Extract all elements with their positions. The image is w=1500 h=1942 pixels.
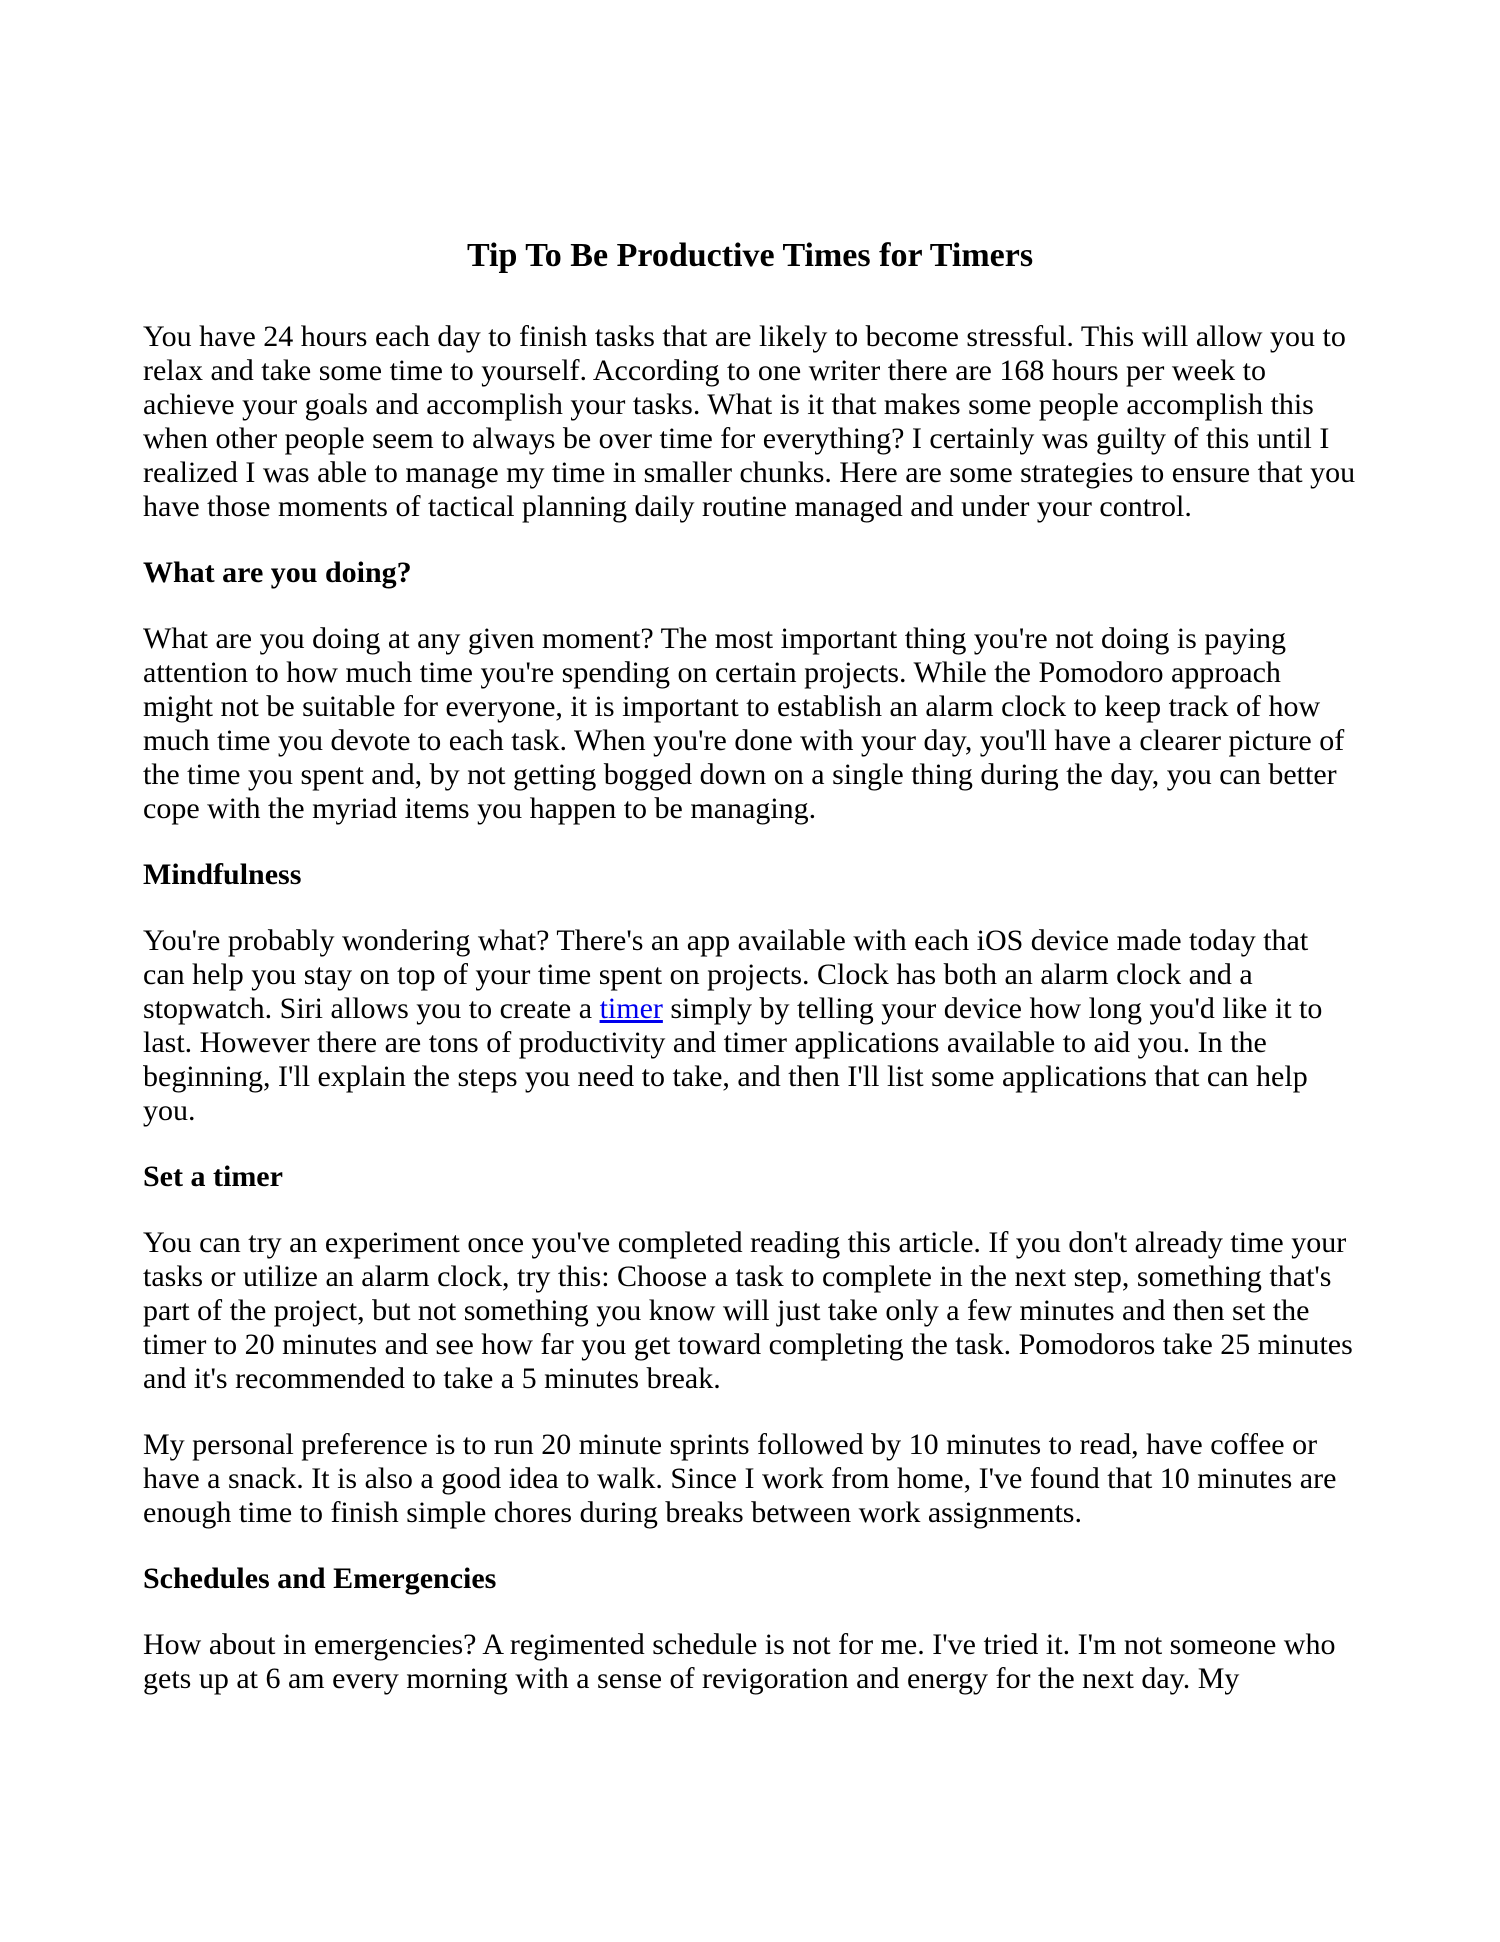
heading-what-are-you-doing: What are you doing? [143,556,412,589]
intro-paragraph: You have 24 hours each day to finish tasks that are likely to become stressful. This will allow you to relax and take some time to yourself. According to one writer there are 168 hours per week to achieve your goals and accomplish your tasks. What is it that makes some people accomplish this when other people seem to always be over time for everything? I certainly was guilty of this until I realized I was able to manage my time in smaller chunks. Here are some strategies to ensure that you have those moments of tactical planning daily routine managed and under your control. [143,320,1356,523]
timer-link[interactable]: timer [599,992,663,1025]
mindfulness-text-before-link: You're probably wondering what? There's an app available with each iOS device made today that can help you stay on top of your time spent on projects. Clock has both an alarm clock and a stopwatch. Siri allows you to create a [143,924,1309,1025]
paragraph-set-a-timer-2: My personal preference is to run 20 minute sprints followed by 10 minutes to read, have coffee or have a snack. It is also a good idea to walk. Since I work from home, I've found that 10 minutes are enough time to finish simple chores during breaks between work assignments. [143,1428,1337,1529]
heading-set-a-timer: Set a timer [143,1160,283,1193]
paragraph-what-are-you-doing: What are you doing at any given moment? The most important thing you're not doing is paying attention to how much time you're spending on certain projects. While the Pomodoro approach might not be suitable for everyone, it is important to establish an alarm clock to keep track of how much time you devote to each task. When you're done with your day, you'll have a clearer picture of the time you spent and, by not getting bogged down on a single thing during the day, you can better cope with the myriad items you happen to be managing. [143,622,1345,825]
paragraph-schedules-and-emergencies: How about in emergencies? A regimented schedule is not for me. I've tried it. I'm not someone who gets up at 6 am every morning with a sense of revigoration and energy for the next day. My [143,1628,1336,1695]
paragraph-mindfulness [143,924,1357,1128]
page-title: Tip To Be Productive Times for Timers [466,237,1034,274]
mindfulness-text-after-link: simply by telling your device how long you'd like it to last. However there are tons of productivity and timer applications available to aid you. In the beginning, I'll explain the steps you need to take, and then I'll list some applications that can help you. [143,992,1323,1127]
heading-mindfulness: Mindfulness [143,858,302,891]
heading-schedules-and-emergencies: Schedules and Emergencies [143,1562,497,1595]
paragraph-set-a-timer-1: You can try an experiment once you've completed reading this article. If you don't already time your tasks or utilize an alarm clock, try this: Choose a task to complete in the next step, something that's part of the project, but not something you know will just take only a few minutes and then set the timer to 20 minutes and see how far you get toward completing the task. Pomodoros take 25 minutes and it's recommended to take a 5 minutes break. [143,1226,1353,1395]
